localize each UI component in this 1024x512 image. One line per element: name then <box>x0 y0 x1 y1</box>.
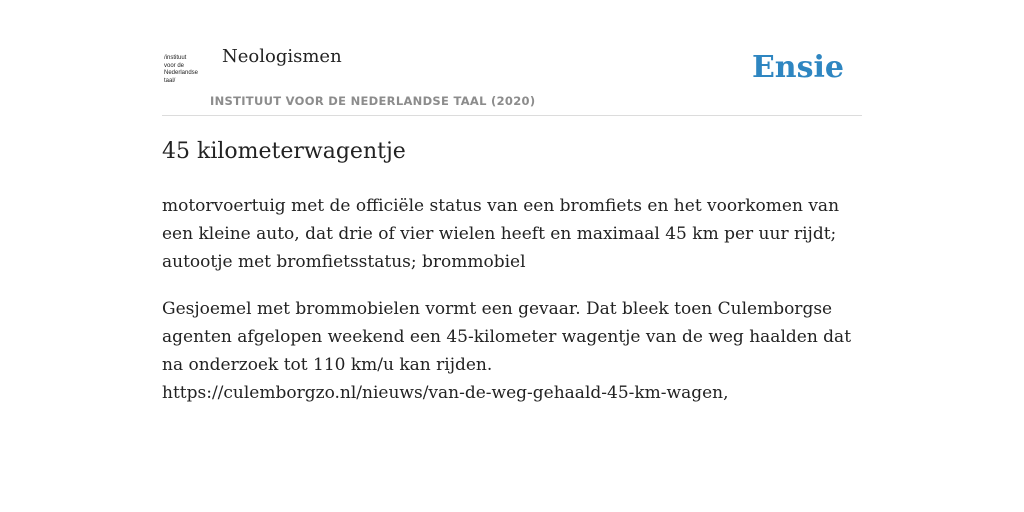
dictionary-name[interactable]: Neologismen <box>222 46 342 67</box>
entry-definition: motorvoertuig met de officiële status van een bromfiets en het voorkomen van een kleine auto, dat drie of vier wielen heeft en maximaal 45 km per uur rijdt; autootje met bromfietsstatus; brommobiel <box>162 196 840 272</box>
institute-logo[interactable]: /instituut voor de Nederlandse taal/ <box>164 55 199 84</box>
source-label: INSTITUUT VOOR DE NEDERLANDSE TAAL (2020) <box>210 94 536 108</box>
example-source-url[interactable]: https://culemborgzo.nl/nieuws/van-de-weg-gehaald-45-km-wagen, <box>162 383 729 403</box>
example-text: Gesjoemel met brommobielen vormt een gevaar. Dat bleek toen Culemborgse agenten afgelopen weekend een 45-kilometer wagentje van de weg haalden dat na onderzoek tot 110 km/u kan rijden. <box>162 299 852 375</box>
entry-term: 45 kilometerwagentje <box>162 139 406 164</box>
ensie-logo[interactable]: Ensie <box>751 50 844 85</box>
entry-example <box>162 295 862 407</box>
entry-header <box>162 0 862 116</box>
